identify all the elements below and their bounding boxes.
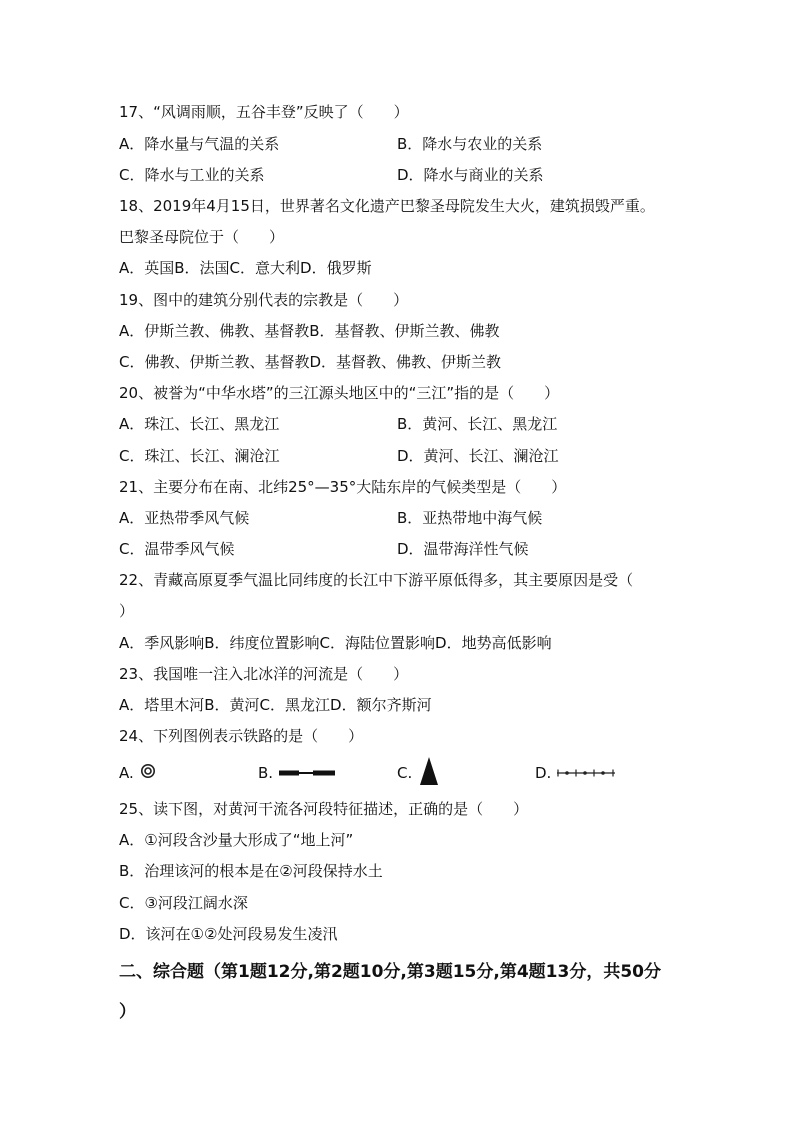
q24-option-d-label: D. <box>535 764 552 782</box>
q17-option-a: A．降水量与气温的关系 <box>119 135 280 153</box>
q21-option-d: D．温带海洋性气候 <box>397 540 529 558</box>
q20-option-c: C．珠江、长江、澜沧江 <box>119 447 280 465</box>
q24-option-b <box>258 762 335 784</box>
q19-options-2: C．佛教、伊斯兰教、基督教D．基督教、佛教、伊斯兰教 <box>119 353 502 371</box>
q21-option-c: C．温带季风气候 <box>119 540 235 558</box>
q20-option-a: A．珠江、长江、黑龙江 <box>119 415 280 433</box>
q21-option-a: A．亚热带季风气候 <box>119 509 250 527</box>
q17-option-c: C．降水与工业的关系 <box>119 166 265 184</box>
q19-options-1: A．伊斯兰教、佛教、基督教B．基督教、伊斯兰教、佛教 <box>119 322 500 340</box>
q25-option-c: C．③河段江阔水深 <box>119 894 248 912</box>
q18-stem-line2: 巴黎圣母院位于（ ） <box>119 228 285 246</box>
q20-option-b: B．黄河、长江、黑龙江 <box>397 415 558 433</box>
q22-stem-line2: ） <box>119 602 135 620</box>
q22-stem-line1: 22、青藏高原夏季气温比同纬度的长江中下游平原低得多，其主要原因是受（ <box>119 571 634 589</box>
q24-option-a <box>119 762 156 784</box>
q24-option-b-label: B. <box>258 764 274 782</box>
section2-heading-line2: ） <box>119 1002 136 1022</box>
q24-option-d <box>535 762 615 784</box>
q23-stem: 23、我国唯一注入北冰洋的河流是（ ） <box>119 665 409 683</box>
q20-stem: 20、被誉为“中华水塔”的三江源头地区中的“三江”指的是（ ） <box>119 384 560 402</box>
q21-stem: 21、主要分布在南、北纬25°—35°大陆东岸的气候类型是（ ） <box>119 478 567 496</box>
q18-stem-line1: 18、2019年4月15日，世界著名文化遗产巴黎圣母院发生大火，建筑损毁严重。 <box>119 197 655 215</box>
q17-stem: 17、“风调雨顺，五谷丰登”反映了（ ） <box>119 103 409 121</box>
q20-option-d: D．黄河、长江、澜沧江 <box>397 447 559 465</box>
q19-stem: 19、图中的建筑分别代表的宗教是（ ） <box>119 291 409 309</box>
q25-stem: 25、读下图，对黄河干流各河段特征描述，正确的是（ ） <box>119 800 529 818</box>
q24-option-a-label: A. <box>119 764 134 782</box>
q25-option-d: D．该河在①②处河段易发生凌汛 <box>119 925 338 943</box>
q24-legend-options <box>0 762 794 784</box>
q17-option-d: D．降水与商业的关系 <box>397 166 544 184</box>
section2-heading-line1: 二、综合题（第1题12分,第2题10分,第3题15分,第4题13分，共50分 <box>119 962 661 982</box>
q24-option-c-label: C. <box>397 764 413 782</box>
chained-line-icon <box>557 764 615 782</box>
q21-option-b: B．亚热带地中海气候 <box>397 509 543 527</box>
q17-option-b: B．降水与农业的关系 <box>397 135 543 153</box>
q25-option-a: A．①河段含沙量大形成了“地上河” <box>119 831 354 849</box>
black-triangle-icon <box>418 757 440 789</box>
q18-options: A．英国B．法国C．意大利D．俄罗斯 <box>119 259 372 277</box>
thick-line-icon <box>279 764 335 782</box>
q22-options: A．季风影响B．纬度位置影响C．海陆位置影响D．地势高低影响 <box>119 634 552 652</box>
q23-options: A．塔里木河B．黄河C．黑龙江D．额尔齐斯河 <box>119 696 432 714</box>
q24-option-c <box>397 762 440 784</box>
double-circle-icon <box>140 763 156 783</box>
q25-option-b: B．治理该河的根本是在②河段保持水土 <box>119 862 383 880</box>
q24-stem: 24、下列图例表示铁路的是（ ） <box>119 727 364 745</box>
